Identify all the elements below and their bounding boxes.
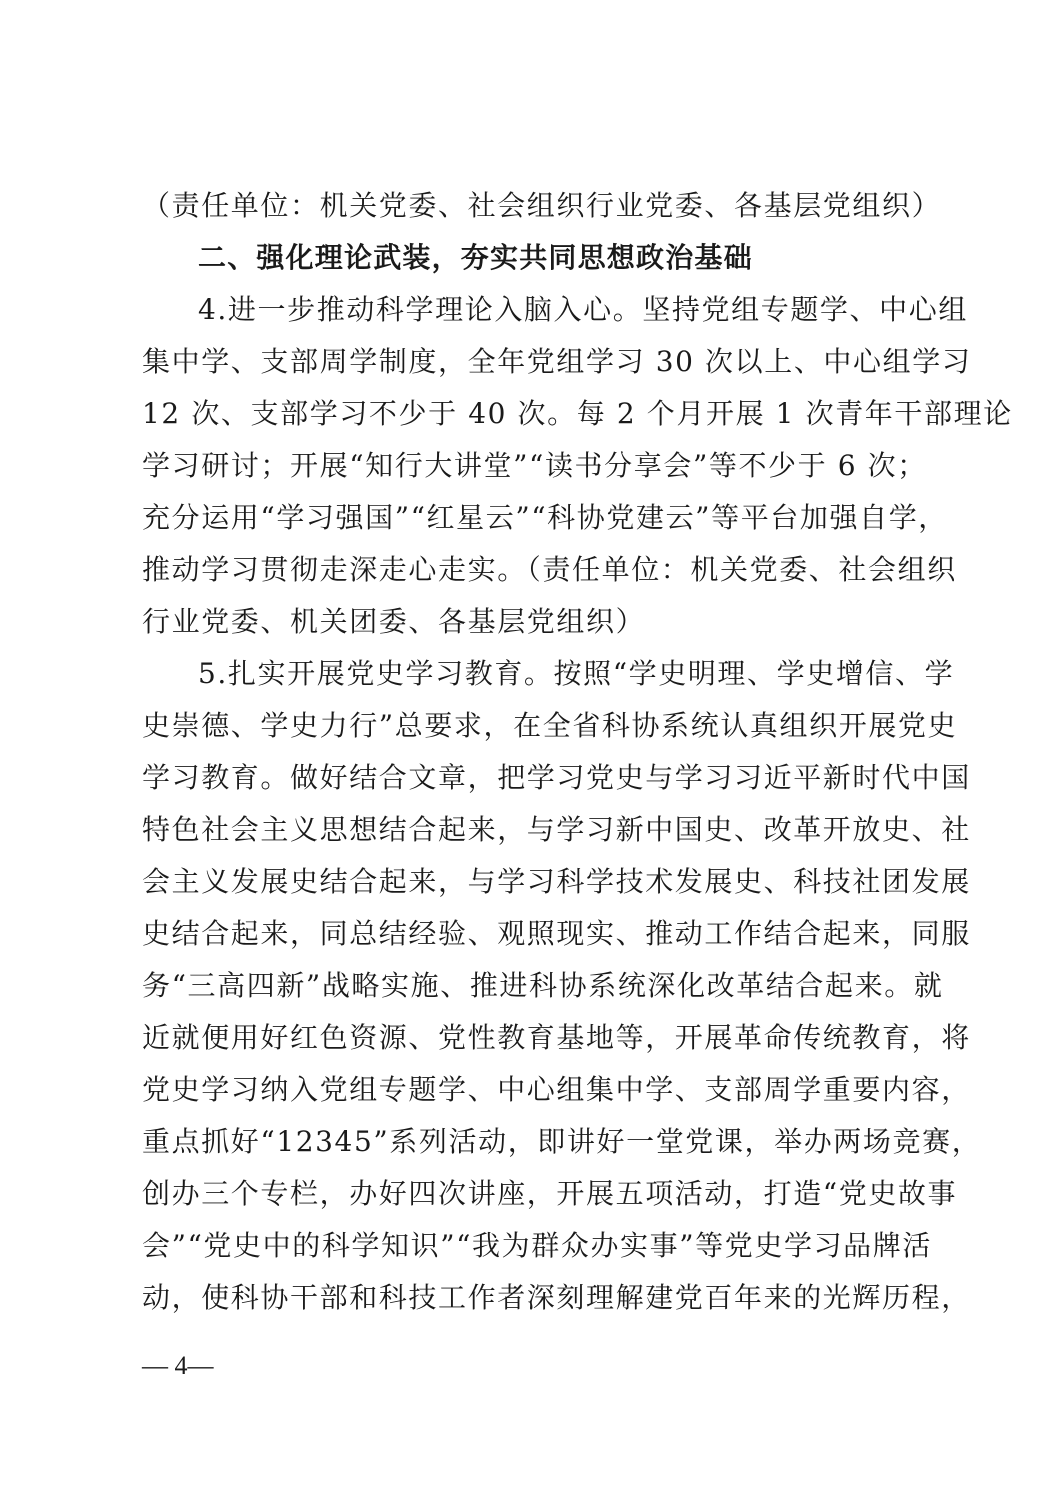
paragraph-line: 学习研讨；开展“知行大讲堂”“读书分享会”等不少于 6 次；: [142, 449, 927, 482]
paragraph-line: 近就便用好红色资源、党性教育基地等，开展革命传统教育，将: [142, 1021, 971, 1054]
paragraph-line: 党史学习纳入党组专题学、中心组集中学、支部周学重要内容，: [142, 1073, 971, 1106]
page-number: — 4—: [142, 1351, 214, 1380]
paragraph-line: 务“三高四新”战略实施、推进科协系统深化改革结合起来。就: [142, 969, 944, 1002]
paragraph-line: 重点抓好“12345”系列活动，即讲好一堂党课，举办两场竞赛，: [142, 1125, 982, 1158]
responsibility-note-line: （责任单位：机关党委、社会组织行业党委、各基层党组织）: [142, 189, 942, 222]
paragraph-line: 会主义发展史结合起来，与学习科学技术发展史、科技社团发展: [142, 865, 971, 898]
paragraph-line: 会”“党史中的科学知识”“我为群众办实事”等党史学习品牌活: [142, 1229, 932, 1262]
paragraph-line: 行业党委、机关团委、各基层党组织）: [142, 605, 646, 638]
paragraph-line: 史崇德、学史力行”总要求，在全省科协系统认真组织开展党史: [142, 709, 958, 742]
paragraph-line: 学习教育。做好结合文章，把学习党史与学习习近平新时代中国: [142, 761, 971, 794]
paragraph-line: 特色社会主义思想结合起来，与学习新中国史、改革开放史、社: [142, 813, 971, 846]
paragraph-line: 12 次、支部学习不少于 40 次。每 2 个月开展 1 次青年干部理论: [142, 397, 1013, 430]
paragraph-line: 5.扎实开展党史学习教育。按照“学史明理、学史增信、学: [198, 657, 955, 690]
paragraph-line: 推动学习贯彻走深走心走实。（责任单位：机关党委、社会组织: [142, 553, 957, 586]
paragraph-line: 集中学、支部周学制度，全年党组学习 30 次以上、中心组学习: [142, 345, 972, 378]
paragraph-line: 创办三个专栏，办好四次讲座，开展五项活动，打造“党史故事: [142, 1177, 958, 1210]
paragraph-line: 充分运用“学习强国”“红星云”“科协党建云”等平台加强自学，: [142, 501, 948, 534]
paragraph-line: 动，使科协干部和科技工作者深刻理解建党百年来的光辉历程，: [142, 1281, 971, 1314]
section-heading: 二、强化理论武装，夯实共同思想政治基础: [198, 241, 753, 274]
paragraph-line: 史结合起来，同总结经验、观照现实、推动工作结合起来，同服: [142, 917, 971, 950]
paragraph-line: 4.进一步推动科学理论入脑入心。坚持党组专题学、中心组: [198, 293, 968, 326]
